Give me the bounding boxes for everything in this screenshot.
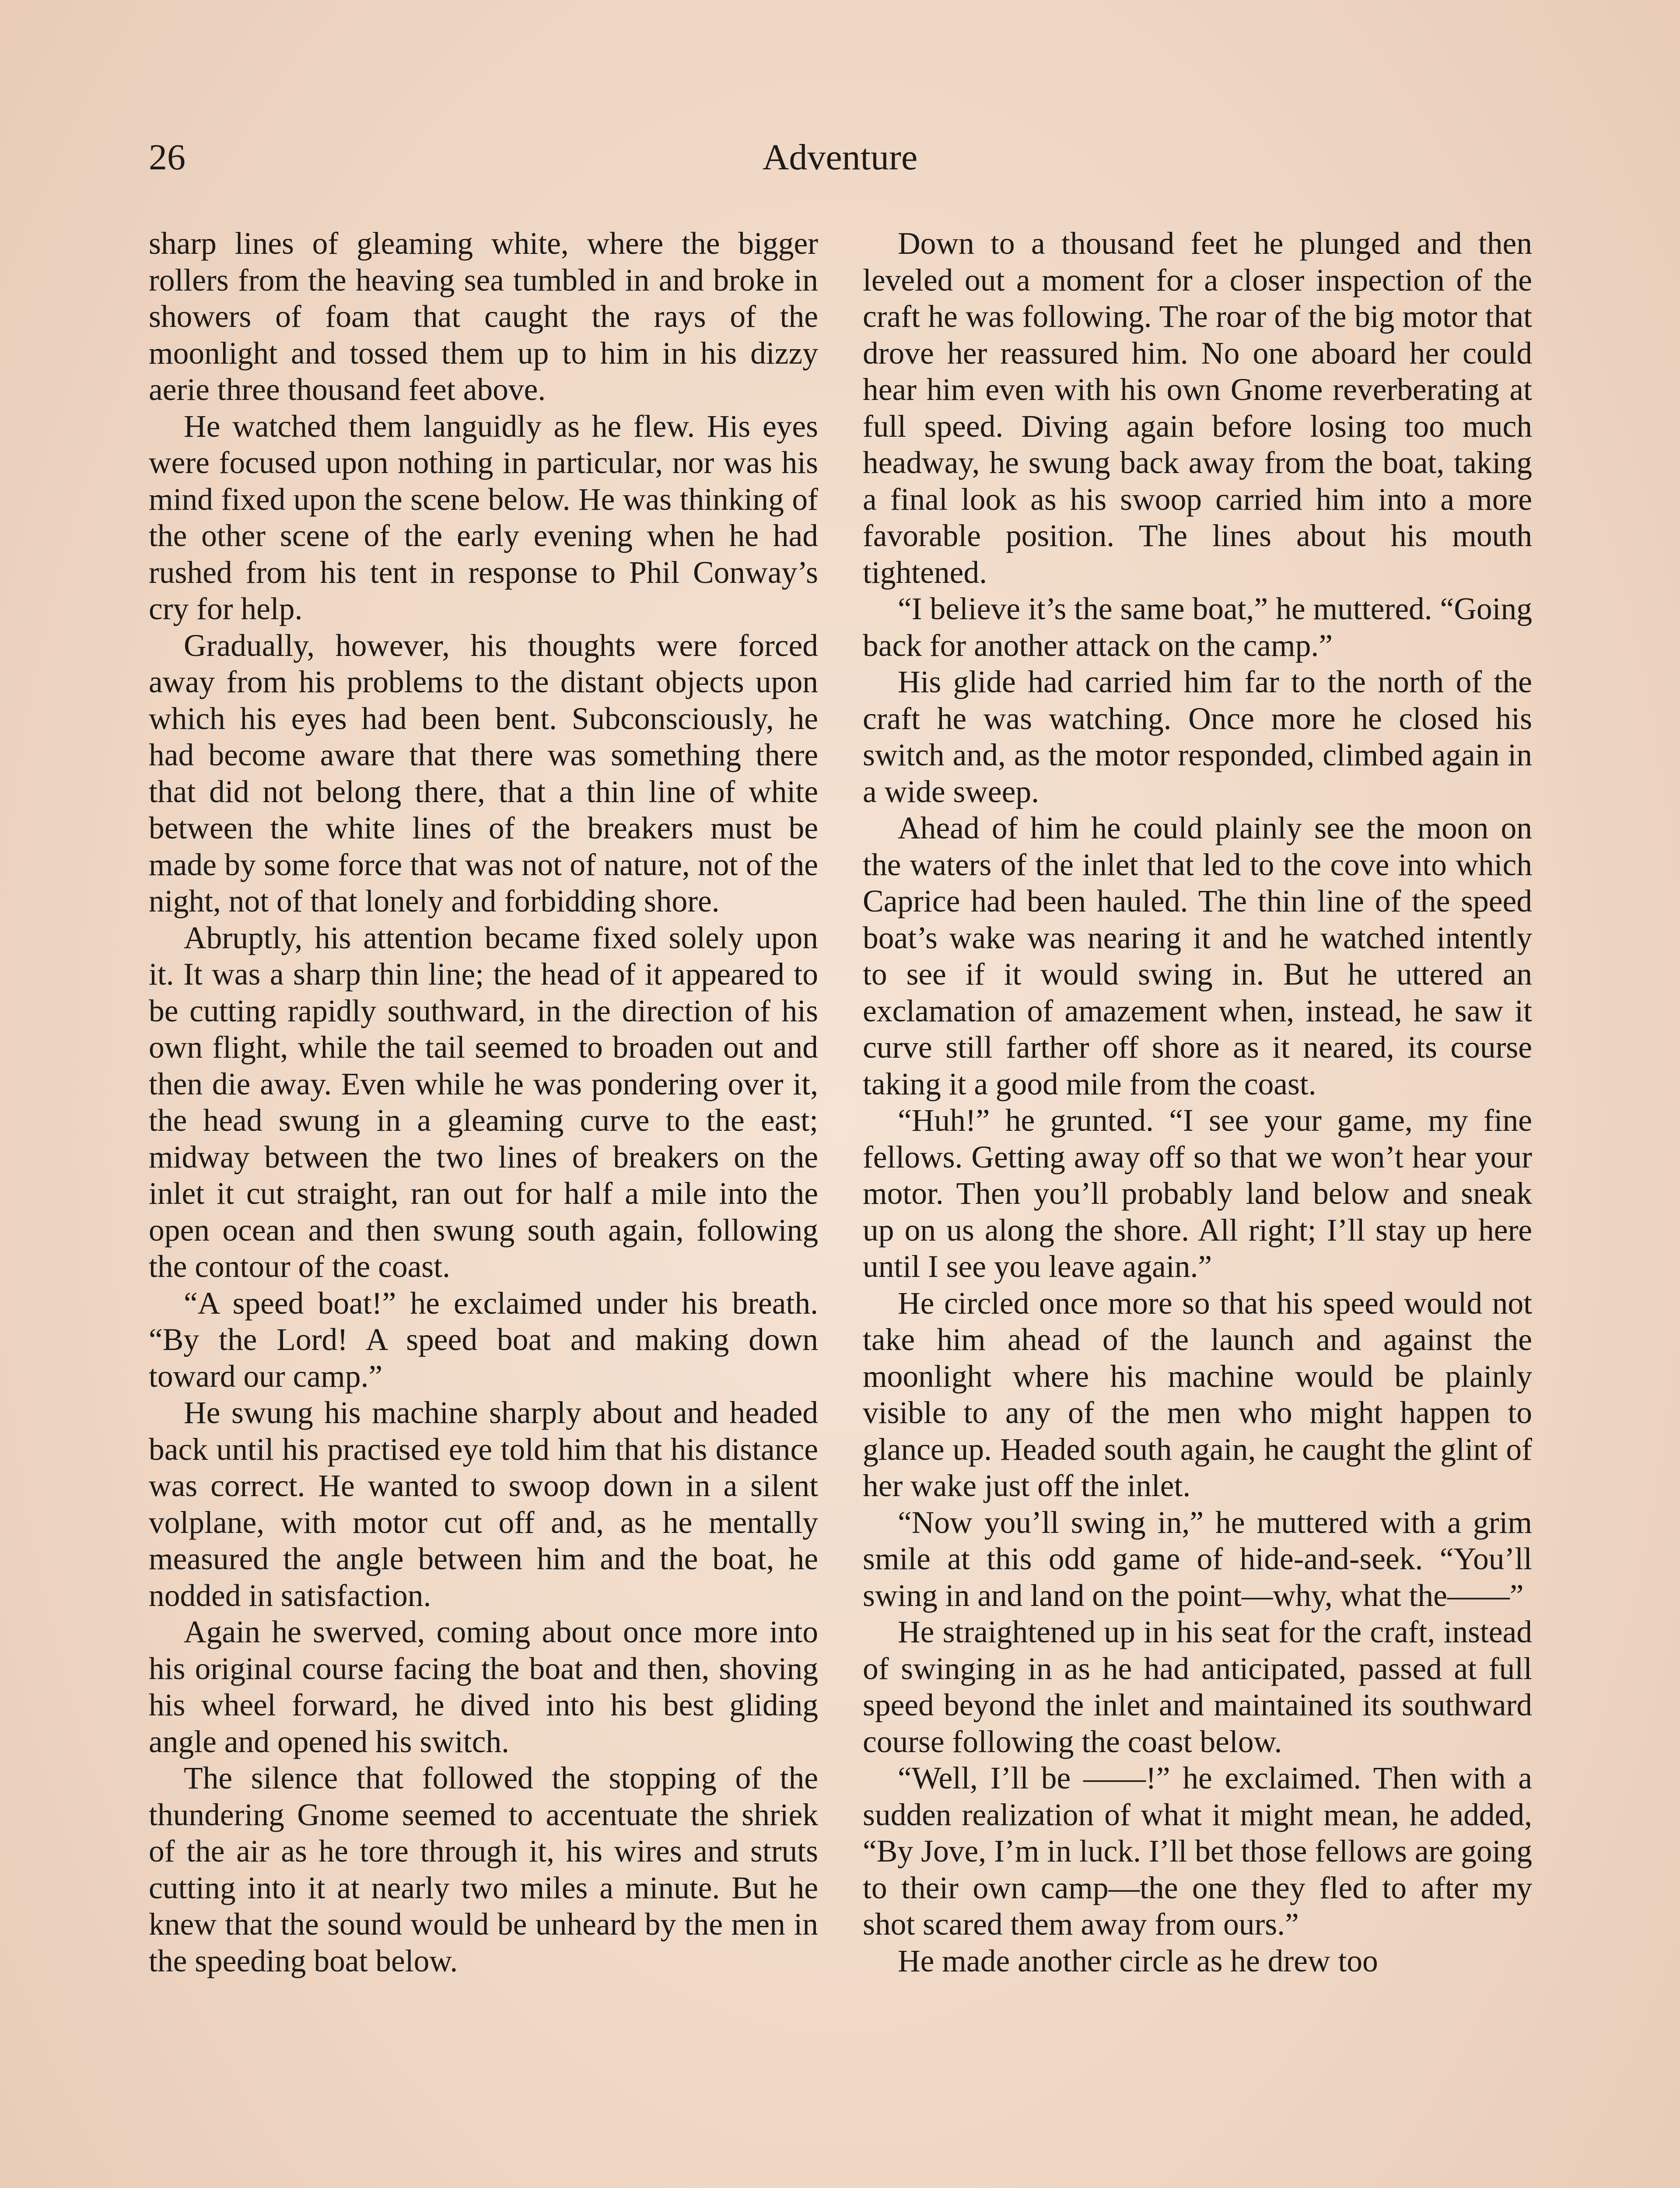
- paragraph: Gradually, however, his thoughts were forced away from his problems to the distant objects upon which his eyes had been bent. Subconsciously, he had become aware that there was something there that did not belong there, that a thin line of white between the white lines of the breakers must be made by some force that was not of nature, not of the night, not of that lonely and forbidding shore.: [149, 628, 818, 919]
- right-text-column: [863, 225, 1532, 1979]
- paragraph: Again he swerved, coming about once more into his original course facing the boat and then, shoving his wheel forward, he dived into his best gliding angle and opened his switch.: [149, 1615, 818, 1759]
- paragraph: Abruptly, his attention became fixed solely upon it. It was a sharp thin line; the head of it appeared to be cutting rapidly southward, in the direction of his own flight, while the tail seemed to broaden out and then die away. Even while he was pondering over it, the head swung in a gleaming curve to the east; midway between the two lines of breakers on the inlet it cut straight, ran out for half a mile into the open ocean and then swung south again, following the contour of the coast.: [149, 920, 818, 1284]
- paragraph: “Now you’ll swing in,” he muttered with a grim smile at this odd game of hide-and-seek. “You’ll swing in and land on the point—why, what the——”: [863, 1505, 1532, 1613]
- page-header: [149, 131, 1531, 184]
- paragraph: “Well, I’ll be ——!” he exclaimed. Then with a sudden realization of what it might mean, he added, “By Jove, I’m in luck. I’ll bet those fellows are going to their own camp—the one they fled to after my shot scared them away from ours.”: [863, 1761, 1532, 1942]
- paragraph: “Huh!” he grunted. “I see your game, my fine fellows. Getting away off so that we won’t hear your motor. Then you’ll probably land below and sneak up on us along the shore. All right; I’ll stay up here until I see you leave again.”: [863, 1103, 1532, 1284]
- paragraph: Down to a thousand feet he plunged and then leveled out a moment for a closer inspection of the craft he was following. The roar of the big motor that drove her reassured him. No one aboard her could hear him even with his own Gnome reverberating at full speed. Diving again before losing too much headway, he swung back away from the boat, taking a final look as his swoop carried him into a more favorable position. The lines about his mouth tightened.: [863, 226, 1532, 590]
- paragraph: He made another circle as he drew too: [898, 1943, 1378, 1978]
- paragraph: The silence that followed the stopping of the thundering Gnome seemed to accentuate the shriek of the air as he tore through it, his wires and struts cutting into it at nearly two miles a minute. But he knew that the sound would be unheard by the men in the speeding boat below.: [149, 1761, 818, 1978]
- paragraph: “A speed boat!” he exclaimed under his breath. “By the Lord! A speed boat and making down toward our camp.”: [149, 1286, 818, 1394]
- paragraph: “I believe it’s the same boat,” he muttered. “Going back for another attack on the camp.”: [863, 592, 1532, 663]
- paragraph: Ahead of him he could plainly see the moon on the waters of the inlet that led to the cove into which Caprice had been hauled. The thin line of the speed boat’s wake was nearing it and he watched intently to see if it would swing in. But he uttered an exclamation of amazement when, instead, he saw it curve still farther off shore as it neared, its course taking it a good mile from the coast.: [863, 811, 1532, 1101]
- paragraph: His glide had carried him far to the north of the craft he was watching. Once more he closed his switch and, as the motor responded, climbed again in a wide sweep.: [863, 665, 1532, 809]
- paragraph: He straightened up in his seat for the craft, instead of swinging in as he had anticipated, passed at full speed beyond the inlet and maintained its southward course following the coast below.: [863, 1615, 1532, 1759]
- running-title: Adventure: [762, 137, 918, 178]
- left-text-column: [149, 225, 818, 1979]
- paragraph: He swung his machine sharply about and headed back until his practised eye told him that his distance was correct. He wanted to swoop down in a silent volplane, with motor cut off and, as he mentally measured the angle between him and the boat, he nodded in satisfaction.: [149, 1396, 818, 1613]
- paragraph: sharp lines of gleaming white, where the bigger rollers from the heaving sea tumbled in and broke in showers of foam that caught the rays of the moonlight and tossed them up to him in his dizzy aerie three thousand feet above.: [149, 226, 818, 407]
- paragraph: He watched them languidly as he flew. His eyes were focused upon nothing in particular, nor was his mind fixed upon the scene below. He was thinking of the other scene of the early evening when he had rushed from his tent in response to Phil Conway’s cry for help.: [149, 409, 818, 626]
- paragraph: He circled once more so that his speed would not take him ahead of the launch and against the moonlight where his machine would be plainly visible to any of the men who might happen to glance up. Headed south again, he caught the glint of her wake just off the inlet.: [863, 1286, 1532, 1503]
- page-number: 26: [149, 137, 186, 178]
